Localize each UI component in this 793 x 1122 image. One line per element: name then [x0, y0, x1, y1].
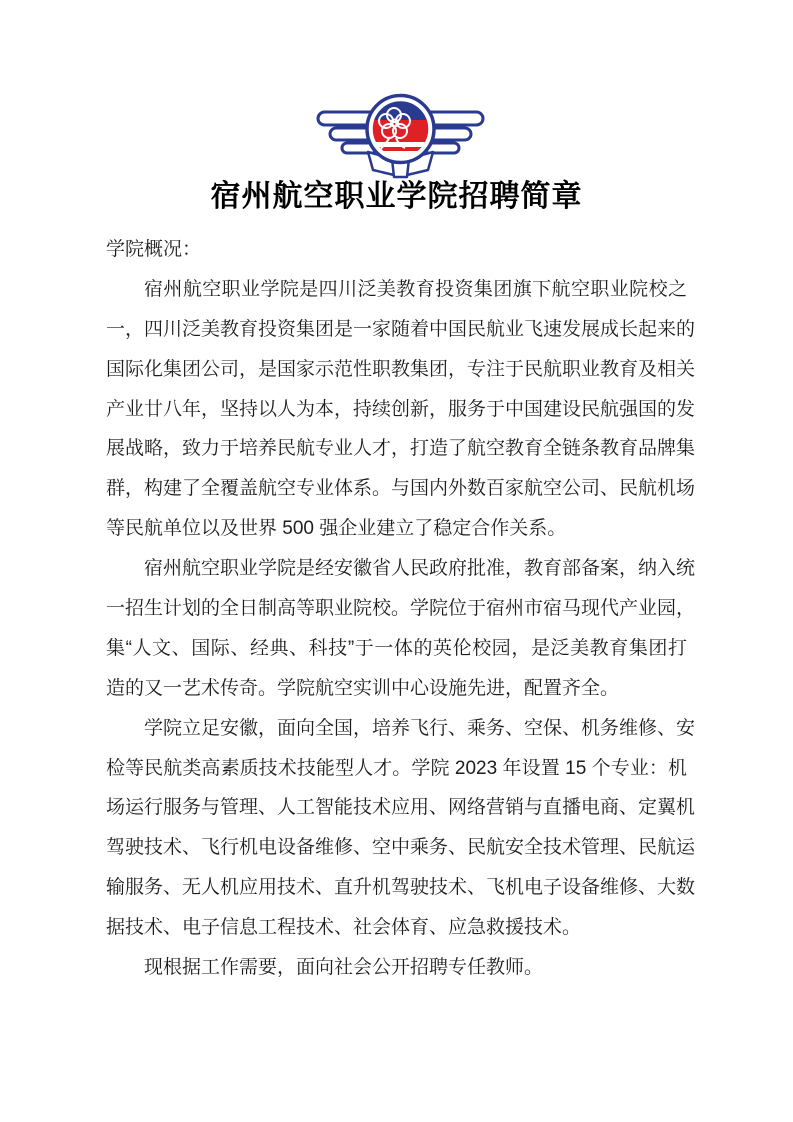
section-heading: 学院概况：	[106, 239, 202, 260]
body-line: 学院立足安徽，面向全国，培养飞行、乘务、空保、机务维修、安	[144, 717, 696, 739]
college-logo	[310, 93, 491, 183]
body-line: 宿州航空职业学院是经安徽省人民政府批准，教育部备案，纳入统	[144, 558, 696, 580]
body-line: 宿州航空职业学院是四川泛美教育投资集团旗下航空职业院校之	[144, 278, 687, 300]
body-line: 输服务、无人机应用技术、直升机驾驶技术、飞机电子设备维修、大数	[106, 877, 696, 899]
document-body	[106, 230, 696, 988]
body-line: 驾驶技术、飞行机电设备维修、空中乘务、民航安全技术管理、民航运	[106, 837, 696, 859]
body-line: 国际化集团公司，是国家示范性职教集团，专注于民航职业教育及相关	[106, 358, 696, 380]
college-wing-emblem-icon	[310, 93, 491, 183]
body-line: 等民航单位以及世界 500 强企业建立了稳定合作关系。	[106, 518, 567, 540]
body-line: 展战略，致力于培养民航专业人才，打造了航空教育全链条教育品牌集	[106, 438, 696, 460]
page-title: 宿州航空职业学院招聘简章	[210, 180, 583, 213]
body-line: 造的又一艺术传奇。学院航空实训中心设施先进，配置齐全。	[106, 677, 620, 699]
body-line: 场运行服务与管理、人工智能技术应用、网络营销与直播电商、定翼机	[106, 797, 696, 819]
body-line: 产业廿八年，坚持以人为本，持续创新，服务于中国建设民航强国的发	[106, 398, 696, 420]
body-line: 检等民航类高素质技术技能型人才。学院 2023 年设置 15 个专业：机	[106, 757, 687, 779]
body-line: 现根据工作需要，面向社会公开招聘专任教师。	[144, 957, 544, 979]
body-line: 集“人文、国际、经典、科技”于一体的英伦校园，是泛美教育集团打	[106, 637, 687, 659]
body-line: 据技术、电子信息工程技术、社会体育、应急救援技术。	[106, 917, 582, 939]
body-line: 一招生计划的全日制高等职业院校。学院位于宿州市宿马现代产业园，	[106, 598, 696, 620]
body-line: 群，构建了全覆盖航空专业体系。与国内外数百家航空公司、民航机场	[106, 478, 696, 500]
body-line: 一，四川泛美教育投资集团是一家随着中国民航业飞速发展成长起来的	[106, 318, 696, 340]
